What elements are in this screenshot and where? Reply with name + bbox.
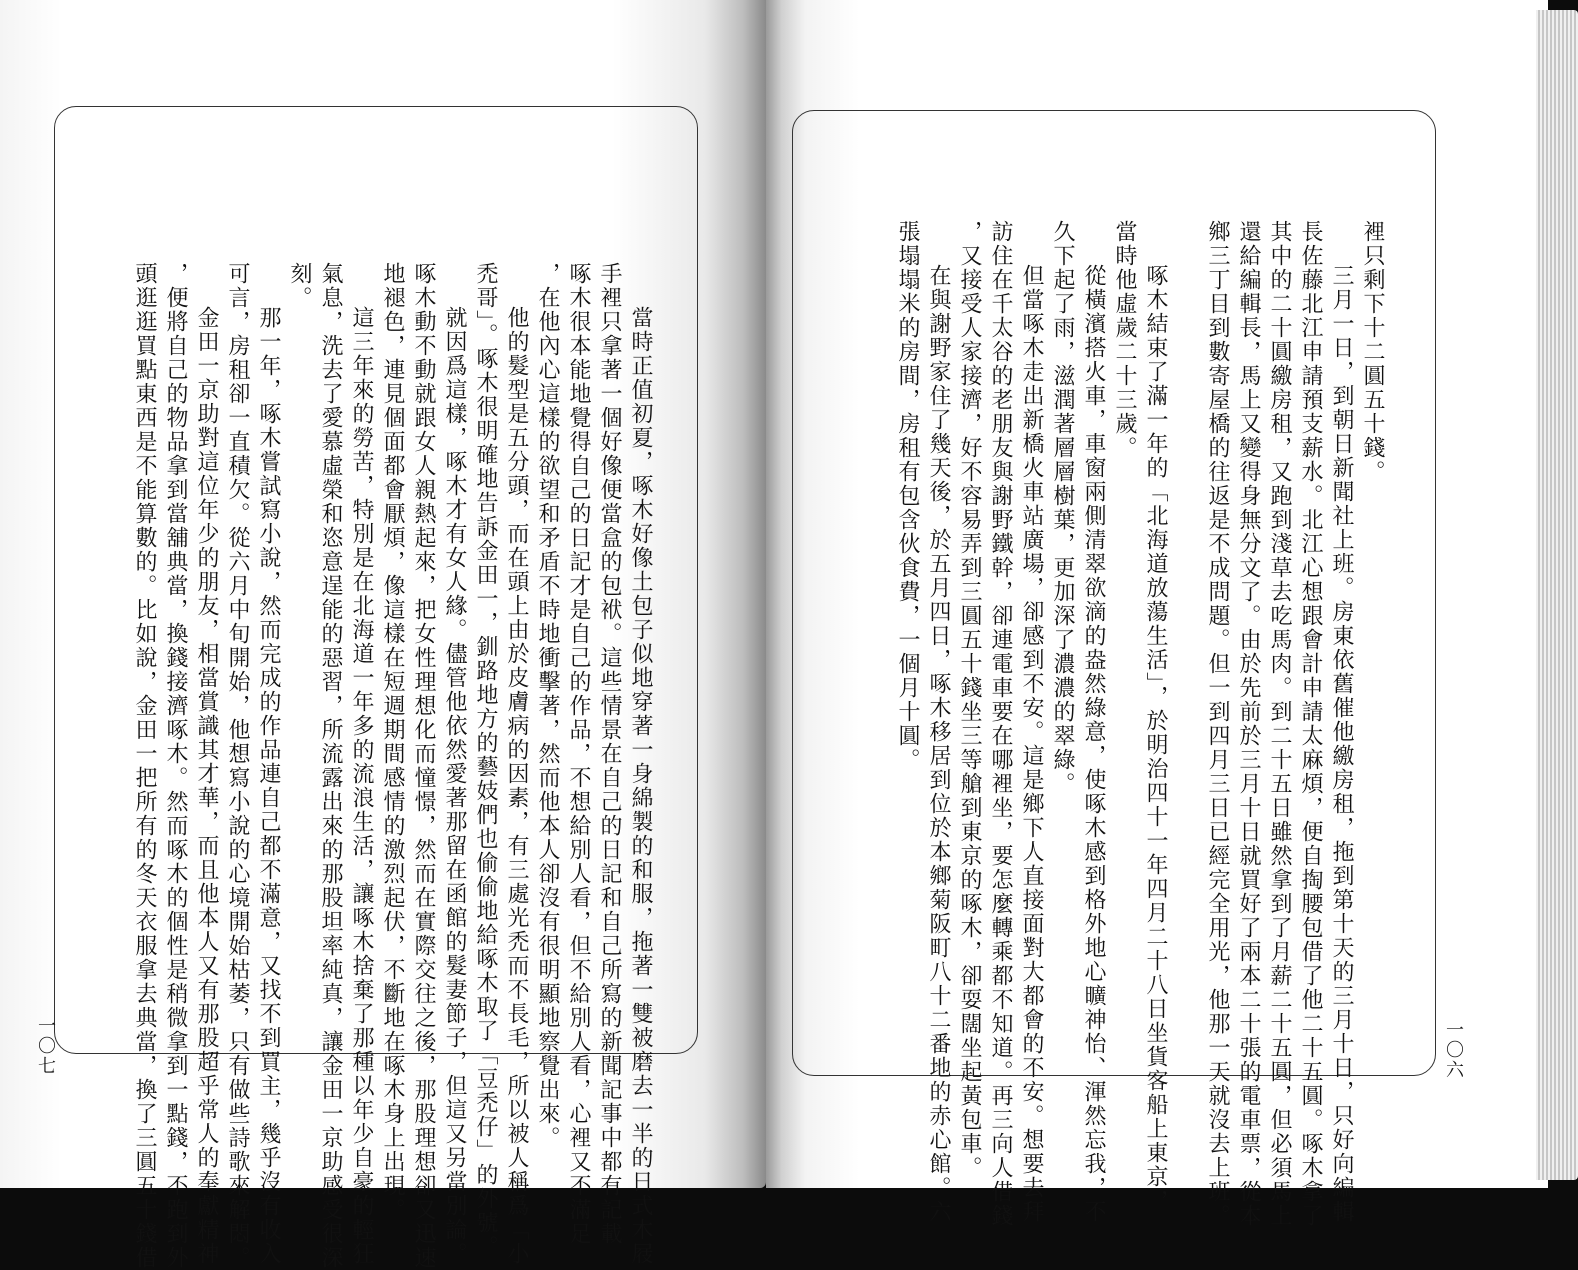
text-column: 金田一京助對這位年少的朋友，相當賞識其才華，而且他本人又有那股超乎常人的奉獻精神 — [194, 306, 219, 1266]
text-column: 啄木結束了滿一年的「北海道放蕩生活」，於明治四十一年四月二十八日坐貨客船上東京， — [1143, 264, 1168, 1213]
text-column: ，在他內心這樣的欲望和矛盾不時地衝擊著，然而他本人卻沒有很明顯地察覺出來。 — [535, 262, 560, 1150]
text-column: 裡只剩下十二圓五十錢。 — [1360, 220, 1385, 484]
right-page-text — [892, 220, 1388, 1228]
left-page-number: 一〇七 — [35, 1016, 56, 1076]
text-column: 頭逛逛買點東西是不能算數的。比如說，金田一把所有的冬天衣服拿去典當，換了三圓五十錢借 — [132, 262, 157, 1270]
text-column: 手裡只拿著一個好像便當盒的包袱。這些情景在自己的日記和自己所寫的新聞記事中都有記載 — [597, 262, 622, 1246]
text-column: 就因爲這樣，啄木才有女人緣。儘管他依然愛著那留在函館的髮妻節子，但這又另當別論。 — [442, 306, 467, 1266]
text-column: 久下起了雨，滋潤著層層樹葉，更加深了濃濃的翠綠。 — [1050, 220, 1075, 796]
text-column: 這三年來的勞苦，特別是在北海道一年多的流浪生活，讓啄木捨棄了那種以年少自豪的輕狂 — [349, 306, 374, 1266]
text-column: 其中的二十圓繳房租，又跑到淺草去吃馬肉。到二十五日雖然拿到了月薪二十五圓，但必須馬上 — [1267, 220, 1292, 1228]
page-edges — [1536, 10, 1578, 1180]
text-column — [1171, 220, 1202, 1020]
text-column: 他的髮型是五分頭，而在頭上由於皮膚病的因素，有三處光禿而不長毛，所以被人稱爲「小 — [504, 306, 529, 1266]
text-column: 長佐藤北江申請預支薪水。北江心想跟會計申請太麻煩，便自掏腰包借了他二十五圓。啄木拿了 — [1298, 220, 1323, 1228]
text-column: ，便將自己的物品拿到當舖典當，換錢接濟啄木。然而啄木的個性是稍微拿到一點錢，不跑到外 — [163, 262, 188, 1270]
text-column: 禿哥」。啄木很明確地告訴金田一，釧路地方的藝妓們也偷偷地給啄木取了「豆禿仔」的外號。 — [473, 262, 498, 1259]
text-column: 那一年，啄木嘗試寫小說，然而完成的作品連自己都不滿意，又找不到買主，幾乎沒有收入 — [256, 306, 281, 1266]
text-column: 地褪色，連見個面都會厭煩，像這樣在短週期間感情的激烈起伏，不斷地在啄木身上出現。 — [380, 262, 405, 1222]
text-column: 當時正值初夏，啄木好像土包子似地穿著一身綿製的和服，拖著一雙被磨去一半的日式木屐 — [628, 306, 653, 1266]
text-column: 三月一日，到朝日新聞社上班。房東依舊催他繳房租，拖到第十天的三月十日，只好向編輯 — [1329, 264, 1354, 1224]
text-column: 張塌塌米的房間，房租有包含伙食費，一個月十圓。 — [895, 220, 920, 772]
left-page-text — [129, 262, 656, 1270]
text-column: 訪住在千太谷的老朋友與謝野鐵幹，卻連電車要在哪裡坐，要怎麼轉乘都不知道。再三向人借錢 — [988, 220, 1013, 1228]
right-page-number: 一〇六 — [1443, 1020, 1464, 1080]
text-column: 在與謝野家住了幾天後，於五月四日，啄木移居到位於本鄉菊阪町八十二番地的赤心館。六 — [926, 264, 951, 1224]
text-column: 可言，房租卻一直積欠。從六月中旬開始，他想寫小說的心境開始枯萎，只有做些詩歌來解悶。 — [225, 262, 250, 1270]
text-column: 啄木動不動就跟女人親熱起來，把女性理想化而憧憬，然而在實際交往之後，那股理想卻又迅速 — [411, 262, 436, 1270]
text-column: 但當啄木走出新橋火車站廣場，卻感到不安。這是鄉下人直接面對大都會的不安。想要去拜 — [1019, 264, 1044, 1224]
text-column: 刻。 — [287, 262, 312, 310]
text-column: 啄木很本能地覺得自己的日記才是自己的作品，不想給別人看，但不給別人看，心裡又不滿足 — [566, 262, 591, 1246]
text-column: 當時他虛歲二十三歲。 — [1112, 220, 1137, 460]
text-column: ，又接受人家接濟，好不容易弄到三圓五十錢坐三等艙到東京的啄木，卻耍闊坐起黃包車。 — [957, 220, 982, 1180]
text-column: 還給編輯長，馬上又變得身無分文了。由於先前於三月十日就買好了兩本二十張的電車票，從本 — [1236, 220, 1261, 1228]
text-column: 鄉三丁目到數寄屋橋的往返是不成問題。但一到四月三日已經完全用光，他那一天就沒去上班。 — [1205, 220, 1230, 1228]
text-column: 氣息，洗去了愛慕虛榮和恣意逞能的惡習，所流露出來的那股坦率純真，讓金田一京助感受很深 — [318, 262, 343, 1270]
text-column: 從橫濱搭火車，車窗兩側清翠欲滴的盎然綠意，使啄木感到格外地心曠神怡、渾然忘我，不 — [1081, 264, 1106, 1224]
